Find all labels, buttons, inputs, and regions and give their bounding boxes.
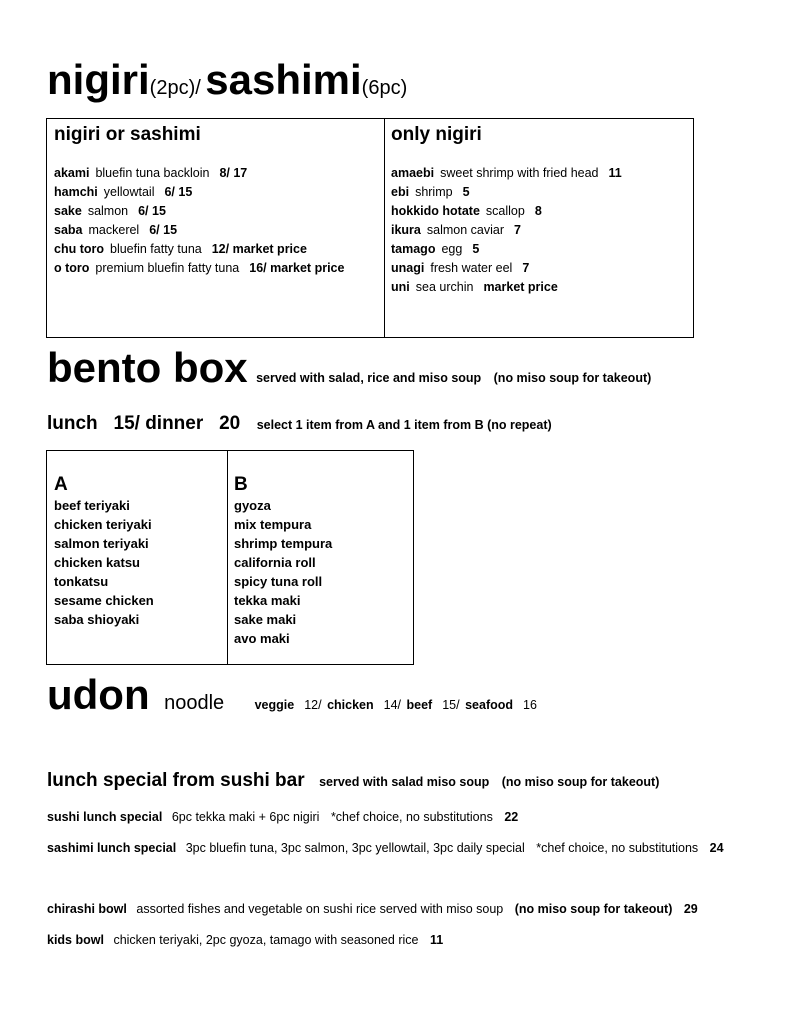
bento-a-heading: A (54, 474, 68, 495)
bento-title: bento box (47, 344, 248, 391)
udon-title: udon (47, 671, 150, 718)
menu-item-name: uni (391, 280, 410, 294)
kids-bowl-price: 11 (429, 933, 444, 947)
menu-item-name: hokkido hotate (391, 204, 480, 218)
lunch-special-subtitle: served with salad miso soup (319, 775, 490, 789)
udon-option-price: 16 (523, 698, 537, 712)
menu-item-desc: premium bluefin fatty tuna (95, 261, 240, 275)
menu-item-desc: scallop (485, 204, 525, 218)
menu-item-price: 6/ 15 (164, 185, 193, 199)
menu-item (54, 221, 344, 240)
menu-item-name: sake (54, 204, 82, 218)
bento-a-item: saba shioyaki (54, 612, 140, 627)
menu-item-desc: bluefin tuna backloin (95, 166, 210, 180)
kids-bowl-desc: chicken teriyaki, 2pc gyoza, tamago with seasoned rice (113, 933, 419, 947)
udon-subtitle: noodle (164, 692, 225, 714)
bento-title-row (47, 344, 652, 391)
menu-item-price: 8/ 17 (219, 166, 248, 180)
menu-item-price: 6/ 15 (149, 223, 178, 237)
sushi-lunch-special-name: sushi lunch special (47, 810, 163, 824)
bento-b-item: mix tempura (234, 517, 312, 532)
bento-b-item: california roll (234, 555, 316, 570)
menu-item-name: unagi (391, 261, 425, 275)
bento-b-item: spicy tuna roll (234, 574, 323, 589)
bento-b-item: sake maki (234, 612, 297, 627)
menu-item (54, 183, 344, 202)
only-nigiri-list (391, 164, 622, 297)
kids-bowl-name: kids bowl (47, 933, 104, 947)
bento-a-item: chicken katsu (54, 555, 140, 570)
menu-item-price: 5 (462, 185, 470, 199)
sushi-lunch-special-row (47, 810, 518, 824)
chirashi-bowl-price: 29 (683, 902, 698, 916)
menu-item-name: ikura (391, 223, 421, 237)
nigiri-sashimi-title (47, 56, 407, 104)
chirashi-bowl-name: chirashi bowl (47, 902, 127, 916)
lunch-special-title: lunch special from sushi bar (47, 770, 305, 791)
bento-a-item: beef teriyaki (54, 498, 130, 513)
sushi-lunch-special-price: 22 (504, 810, 519, 824)
menu-item-price: 7 (522, 261, 530, 275)
bento-b-item: gyoza (234, 498, 271, 513)
bento-a-item: salmon teriyaki (54, 536, 149, 551)
bento-b-item: avo maki (234, 631, 290, 646)
udon-option-name: veggie (254, 698, 295, 712)
menu-item-name: tamago (391, 242, 436, 256)
sashimi-lunch-special-row (47, 841, 724, 855)
menu-item (54, 202, 344, 221)
chirashi-bowl-row (47, 902, 698, 916)
sashimi-lunch-special-price: 24 (709, 841, 724, 855)
udon-option-name: chicken (327, 698, 374, 712)
menu-item (391, 183, 622, 202)
udon-row (47, 671, 537, 718)
menu-item (391, 259, 622, 278)
menu-item-name: akami (54, 166, 90, 180)
udon-option-price: 14/ (383, 698, 402, 712)
nigiri-or-sashimi-heading: nigiri or sashimi (54, 124, 201, 145)
menu-item-price: 7 (514, 223, 521, 237)
menu-item-name: o toro (54, 261, 90, 275)
menu-item-desc: salmon caviar (426, 223, 505, 237)
udon-options (255, 698, 537, 712)
udon-option-name: seafood (465, 698, 514, 712)
menu-item (391, 221, 622, 240)
kids-bowl-row (47, 933, 443, 947)
title-sashimi: sashimi (205, 56, 362, 103)
nigiri-or-sashimi-list (54, 164, 344, 278)
menu-item-price: 16/ market price (249, 261, 345, 275)
title-sashimi-qty: (6pc) (361, 77, 408, 99)
lunch-special-note: (no miso soup for takeout) (501, 775, 660, 789)
bento-b-heading: B (234, 474, 248, 495)
title-nigiri: nigiri (47, 56, 150, 103)
menu-item-price: market price (483, 280, 558, 294)
menu-item-name: saba (54, 223, 83, 237)
bento-subtitle: served with salad, rice and miso soup (256, 371, 482, 385)
sushi-lunch-special-desc: 6pc tekka maki + 6pc nigiri (171, 810, 320, 824)
menu-item-desc: egg (441, 242, 463, 256)
sashimi-lunch-special-note: *chef choice, no substitutions (536, 841, 699, 855)
menu-item (54, 164, 344, 183)
only-nigiri-heading: only nigiri (391, 124, 482, 145)
sushi-lunch-special-note: *chef choice, no substitutions (330, 810, 493, 824)
udon-option-price: 15/ (442, 698, 460, 712)
menu-item-price: 12/ market price (211, 242, 307, 256)
lunch-special-title-row (47, 770, 659, 792)
bento-a-item: sesame chicken (54, 593, 154, 608)
bento-a-item: tonkatsu (54, 574, 109, 589)
menu-item-name: ebi (391, 185, 410, 199)
title-nigiri-qty: (2pc)/ (149, 77, 201, 99)
bento-a-item: chicken teriyaki (54, 517, 152, 532)
sashimi-lunch-special-name: sashimi lunch special (47, 841, 177, 855)
table-divider (384, 118, 385, 338)
menu-item-name: chu toro (54, 242, 104, 256)
menu-item (54, 259, 344, 278)
bento-price-line: lunch 15/ dinner 20 (47, 413, 241, 434)
menu-item-desc: fresh water eel (430, 261, 513, 275)
sashimi-lunch-special-desc: 3pc bluefin tuna, 3pc salmon, 3pc yellowtail, 3pc daily special (185, 841, 525, 855)
menu-item-desc: sweet shrimp with fried head (440, 166, 599, 180)
menu-item (391, 240, 622, 259)
menu-item-price: 6/ 15 (138, 204, 166, 218)
menu-item-name: amaebi (391, 166, 435, 180)
menu-item-desc: mackerel (88, 223, 140, 237)
chirashi-bowl-note: (no miso soup for takeout) (514, 902, 673, 916)
menu-item-name: hamchi (54, 185, 98, 199)
menu-item-desc: yellowtail (103, 185, 155, 199)
bento-b-item: shrimp tempura (234, 536, 333, 551)
udon-option-name: beef (406, 698, 433, 712)
bento-note: (no miso soup for takeout) (493, 371, 652, 385)
menu-item-desc: sea urchin (415, 280, 474, 294)
bento-a-list (54, 496, 154, 629)
menu-item (391, 202, 622, 221)
bento-b-list (234, 496, 332, 648)
menu-item (391, 278, 622, 297)
bento-instruction: select 1 item from A and 1 item from B (no repeat) (256, 418, 552, 432)
menu-item-desc: shrimp (415, 185, 453, 199)
menu-item (391, 164, 622, 183)
menu-item-desc: salmon (87, 204, 129, 218)
chirashi-bowl-desc: assorted fishes and vegetable on sushi rice served with miso soup (136, 902, 504, 916)
udon-option-price: 12/ (304, 698, 322, 712)
menu-item (54, 240, 344, 259)
bento-price-row (47, 413, 552, 435)
menu-item-desc: bluefin fatty tuna (110, 242, 202, 256)
menu-item-price: 8 (534, 204, 542, 218)
bento-b-item: tekka maki (234, 593, 301, 608)
menu-item-price: 11 (608, 166, 622, 180)
menu-item-price: 5 (472, 242, 480, 256)
bento-divider (227, 450, 228, 665)
